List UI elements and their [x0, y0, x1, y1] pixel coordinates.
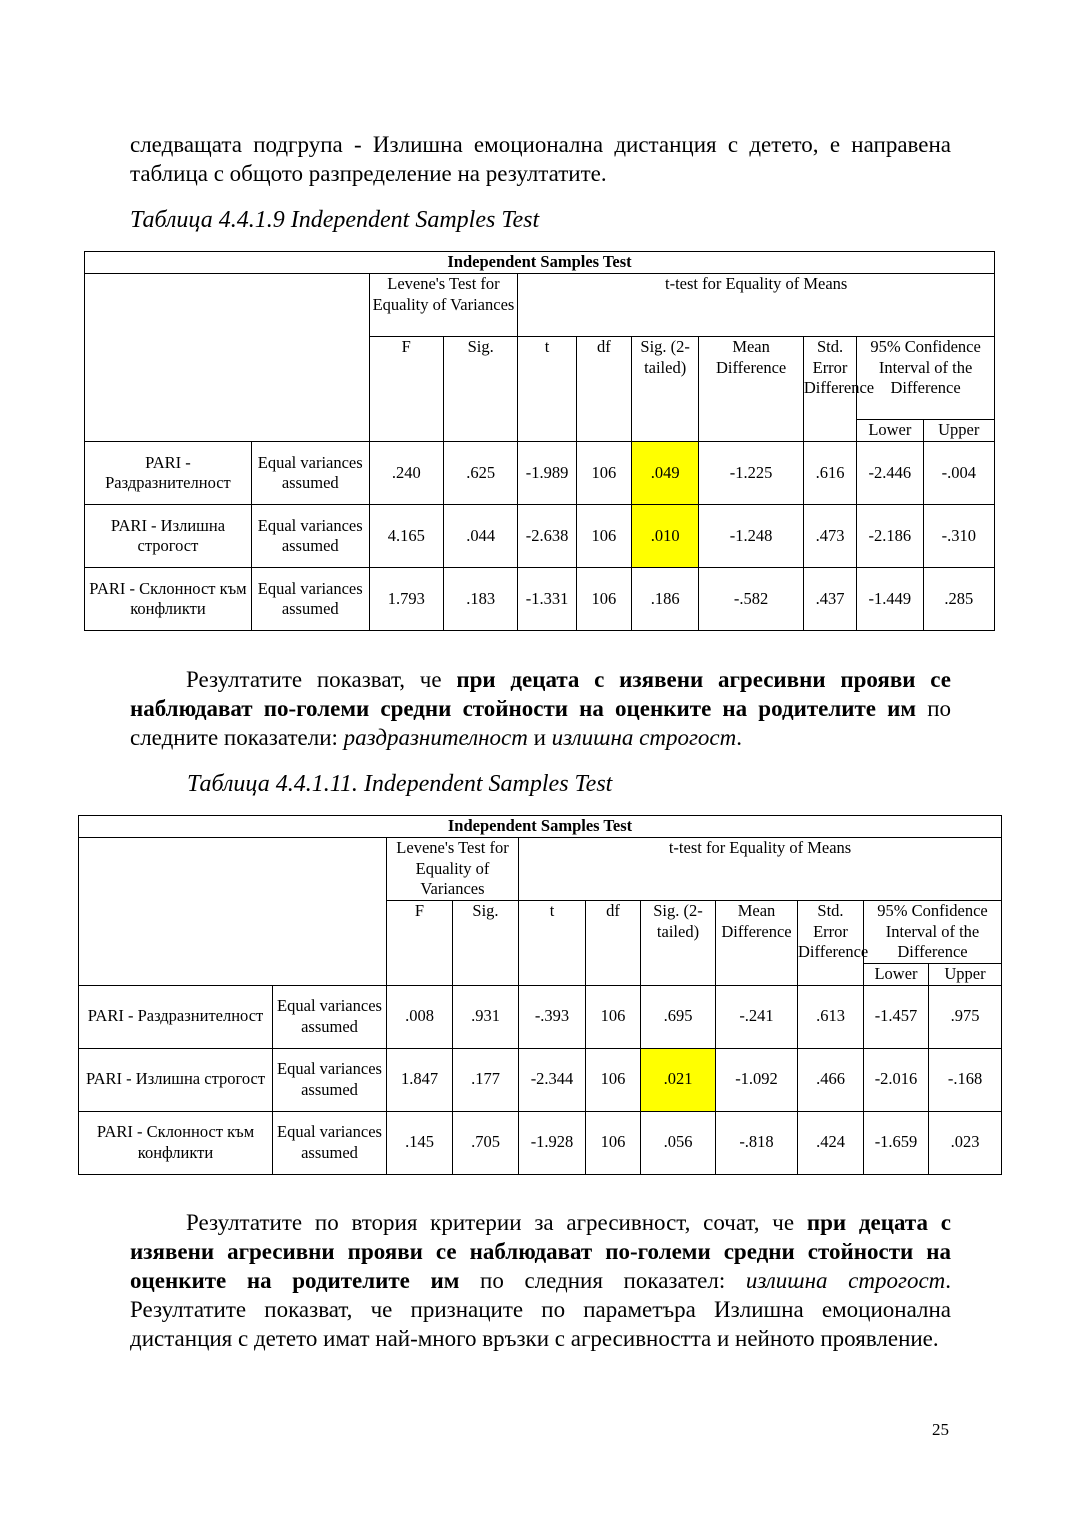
bold-run: при децата с изявени агресивни прояви се наблюдават по-големи средни стойности на оценките на родителите им — [130, 1210, 951, 1293]
results-paragraph-1 — [130, 665, 951, 752]
col-mean-difference: Mean Difference — [716, 901, 798, 986]
cell-sig: .705 — [453, 1111, 519, 1174]
cell-df: 106 — [576, 568, 631, 631]
table-row — [79, 1111, 1002, 1174]
cell-lower: -1.457 — [864, 985, 929, 1048]
row-assumption: Equal variances assumed — [273, 985, 387, 1048]
italic-run: излишна строгост — [551, 725, 737, 750]
cell-f: .240 — [369, 442, 443, 505]
cell-upper: -.168 — [929, 1048, 1002, 1111]
table-corner — [79, 838, 387, 986]
table-title: Independent Samples Test — [85, 252, 995, 274]
cell-upper: .975 — [929, 985, 1002, 1048]
row-label: PARI - Склонност към конфликти — [85, 568, 252, 631]
row-assumption: Equal variances assumed — [273, 1048, 387, 1111]
text-run: Резултатите по втория критерии за агресивност, сочат, че — [186, 1210, 807, 1235]
cell-f: .008 — [387, 985, 453, 1048]
col-sig-2-tailed: Sig. (2-tailed) — [631, 337, 698, 442]
row-label: PARI - Склонност към конфликти — [79, 1111, 273, 1174]
cell-sig: .931 — [453, 985, 519, 1048]
independent-samples-table-2 — [78, 815, 1002, 1175]
levene-header: Levene's Test for Equality of Variances — [387, 838, 519, 901]
cell-sig-2-tailed-highlighted: .049 — [631, 442, 698, 505]
cell-sig: .183 — [443, 568, 517, 631]
col-df: df — [576, 337, 631, 442]
col-mean-difference: Mean Difference — [699, 337, 804, 442]
cell-sig-2-tailed: .186 — [631, 568, 698, 631]
levene-header: Levene's Test for Equality of Variances — [369, 274, 518, 337]
cell-f: 4.165 — [369, 505, 443, 568]
cell-df: 106 — [576, 442, 631, 505]
text-run: . — [736, 725, 742, 750]
ttest-header: t-test for Equality of Means — [519, 838, 1002, 901]
cell-t: -1.989 — [518, 442, 576, 505]
col-lower: Lower — [864, 963, 929, 985]
cell-lower: -1.659 — [864, 1111, 929, 1174]
text-run: Резултатите показват, че — [186, 667, 457, 692]
cell-t: -2.344 — [519, 1048, 586, 1111]
results-paragraph-2 — [130, 1208, 951, 1353]
col-lower: Lower — [857, 420, 923, 442]
cell-std-error: .437 — [803, 568, 856, 631]
cell-lower: -2.186 — [857, 505, 923, 568]
cell-f: 1.847 — [387, 1048, 453, 1111]
cell-upper: -.004 — [923, 442, 994, 505]
cell-mean-difference: -1.092 — [716, 1048, 798, 1111]
row-assumption: Equal variances assumed — [251, 442, 369, 505]
cell-t: -2.638 — [518, 505, 576, 568]
col-sig-2-tailed: Sig. (2-tailed) — [641, 901, 716, 986]
col-confidence-interval: 95% Confidence Interval of the Difference — [857, 337, 995, 420]
col-sig: Sig. — [453, 901, 519, 986]
cell-sig-2-tailed: .695 — [641, 985, 716, 1048]
col-df: df — [586, 901, 641, 986]
cell-std-error: .616 — [803, 442, 856, 505]
cell-t: -.393 — [519, 985, 586, 1048]
col-upper: Upper — [923, 420, 994, 442]
page-number: 25 — [932, 1420, 949, 1439]
table-title: Independent Samples Test — [79, 816, 1002, 838]
table-row — [79, 985, 1002, 1048]
cell-mean-difference: -1.225 — [699, 442, 804, 505]
table-row — [85, 505, 995, 568]
ttest-header: t-test for Equality of Means — [518, 274, 995, 337]
col-sig: Sig. — [443, 337, 517, 442]
cell-df: 106 — [576, 505, 631, 568]
cell-lower: -1.449 — [857, 568, 923, 631]
cell-std-error: .473 — [803, 505, 856, 568]
cell-mean-difference: -1.248 — [699, 505, 804, 568]
text-run: по следния показател: — [459, 1268, 746, 1293]
cell-mean-difference: -.582 — [699, 568, 804, 631]
cell-t: -1.331 — [518, 568, 576, 631]
row-label: PARI - Раздразнителност — [85, 442, 252, 505]
cell-df: 106 — [586, 1048, 641, 1111]
row-assumption: Equal variances assumed — [251, 568, 369, 631]
text-run: по следните показатели: — [130, 696, 952, 750]
cell-f: .145 — [387, 1111, 453, 1174]
text-run: . Резултатите показват, че признаците по параметъра Излишна емоционална дистанция с детето имат най-много връзки с агресивността и нейното проявление. — [130, 1268, 952, 1351]
cell-sig-2-tailed: .056 — [641, 1111, 716, 1174]
cell-upper: .023 — [929, 1111, 1002, 1174]
row-label: PARI - Излишна строгост — [79, 1048, 273, 1111]
table-row — [85, 568, 995, 631]
cell-t: -1.928 — [519, 1111, 586, 1174]
cell-f: 1.793 — [369, 568, 443, 631]
table-row — [79, 1048, 1002, 1111]
col-t: t — [518, 337, 576, 442]
row-label: PARI - Раздразнителност — [79, 985, 273, 1048]
cell-lower: -2.446 — [857, 442, 923, 505]
cell-std-error: .613 — [798, 985, 864, 1048]
cell-sig: .625 — [443, 442, 517, 505]
cell-std-error: .424 — [798, 1111, 864, 1174]
col-confidence-interval: 95% Confidence Interval of the Difference — [864, 901, 1002, 964]
col-f: F — [369, 337, 443, 442]
table-row — [85, 442, 995, 505]
cell-sig: .044 — [443, 505, 517, 568]
italic-run: излишна строгост — [745, 1268, 946, 1293]
independent-samples-table-1 — [84, 251, 995, 631]
cell-df: 106 — [586, 1111, 641, 1174]
cell-mean-difference: -.818 — [716, 1111, 798, 1174]
row-assumption: Equal variances assumed — [251, 505, 369, 568]
col-t: t — [519, 901, 586, 986]
cell-upper: -.310 — [923, 505, 994, 568]
cell-upper: .285 — [923, 568, 994, 631]
cell-mean-difference: -.241 — [716, 985, 798, 1048]
italic-run: раздразнителност — [343, 725, 528, 750]
col-f: F — [387, 901, 453, 986]
cell-std-error: .466 — [798, 1048, 864, 1111]
col-upper: Upper — [929, 963, 1002, 985]
cell-sig-2-tailed-highlighted: .010 — [631, 505, 698, 568]
table-corner — [85, 274, 370, 442]
col-std-error-difference: Std. Error Difference — [803, 337, 856, 442]
table2-caption: Таблица 4.4.1.11. Independent Samples Test — [187, 771, 613, 797]
cell-sig: .177 — [453, 1048, 519, 1111]
bold-run: при децата с изявени агресивни прояви се наблюдават по-големи средни стойности на оценките на родителите им — [130, 667, 951, 721]
row-label: PARI - Излишна строгост — [85, 505, 252, 568]
text-run: и — [527, 725, 552, 750]
cell-df: 106 — [586, 985, 641, 1048]
cell-lower: -2.016 — [864, 1048, 929, 1111]
cell-sig-2-tailed-highlighted: .021 — [641, 1048, 716, 1111]
col-std-error-difference: Std. Error Difference — [798, 901, 864, 986]
table1-caption: Таблица 4.4.1.9 Independent Samples Test — [130, 207, 540, 233]
intro-paragraph: следващата подгрупа - Излишна емоционална дистанция с детето, е направена таблица с общото разпределение на резултатите. — [130, 132, 951, 186]
row-assumption: Equal variances assumed — [273, 1111, 387, 1174]
